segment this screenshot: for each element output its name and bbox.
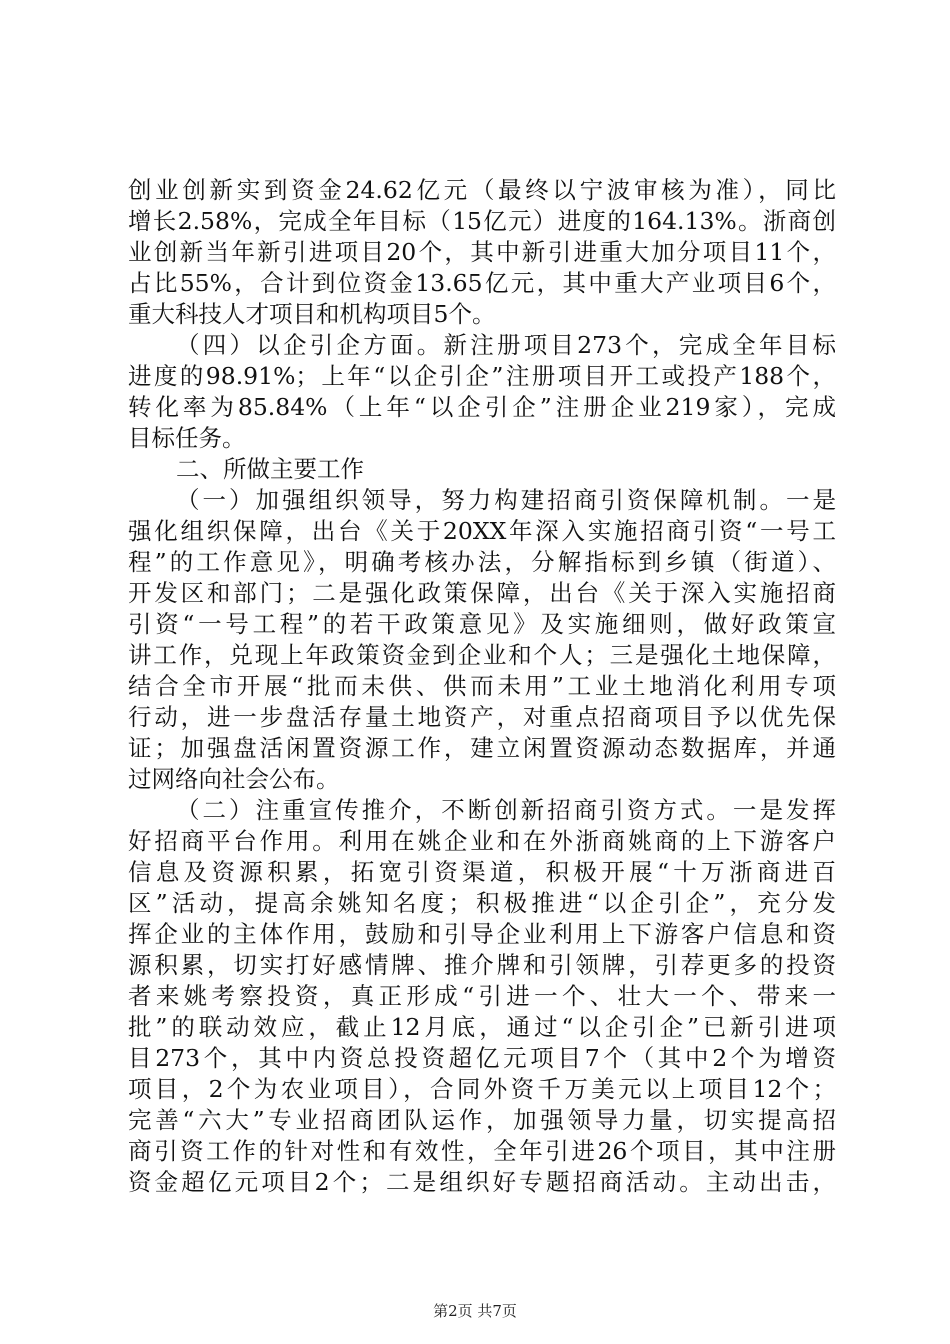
text-line: 业创新当年新引进项目20个，其中新引进重大加分项目11个， [128, 238, 836, 266]
document-body [128, 175, 836, 1198]
text-line: 占比55%，合计到位资金13.65亿元，其中重大产业项目6个， [128, 269, 836, 297]
text-line: 目标任务。 [128, 424, 246, 452]
text-line: 二、所做主要工作 [176, 455, 364, 483]
text-line: （一）加强组织领导，努力构建招商引资保障机制。一是 [176, 486, 836, 514]
text-line: 区”活动，提高余姚知名度；积极推进“以企引企”，充分发 [128, 889, 836, 917]
text-line: 批”的联动效应，截止12月底，通过“以企引企”已新引进项 [128, 1013, 836, 1041]
text-line: 讲工作，兑现上年政策资金到企业和个人；三是强化土地保障， [128, 641, 836, 669]
text-line: 挥企业的主体作用，鼓励和引导企业利用上下游客户信息和资 [128, 920, 836, 948]
text-line: 创业创新实到资金24.62亿元（最终以宁波审核为准），同比 [128, 176, 836, 204]
page-footer: 第2页 共7页 [433, 1302, 517, 1320]
text-line: 行动，进一步盘活存量土地资产，对重点招商项目予以优先保 [128, 703, 836, 731]
text-line: 进度的98.91%；上年“以企引企”注册项目开工或投产188个， [128, 362, 836, 390]
text-line: （二）注重宣传推介，不断创新招商引资方式。一是发挥 [176, 796, 836, 824]
text-line: 源积累，切实打好感情牌、推介牌和引领牌，引荐更多的投资 [128, 951, 836, 979]
text-line: 开发区和部门；二是强化政策保障，出台《关于深入实施招商 [128, 579, 836, 607]
text-line: 重大科技人才项目和机构项目5个。 [128, 300, 496, 328]
text-line: 引资“一号工程”的若干政策意见》及实施细则，做好政策宣 [128, 610, 836, 638]
text-line: 好招商平台作用。利用在姚企业和在外浙商姚商的上下游客户 [128, 827, 836, 855]
text-line: 者来姚考察投资，真正形成“引进一个、壮大一个、带来一 [128, 982, 836, 1010]
text-line: （四）以企引企方面。新注册项目273个，完成全年目标 [176, 331, 836, 359]
text-line: 资金超亿元项目2个；二是组织好专题招商活动。主动出击， [128, 1168, 836, 1196]
text-line: 目273个，其中内资总投资超亿元项目7个（其中2个为增资 [128, 1044, 836, 1072]
text-line: 程”的工作意见》，明确考核办法，分解指标到乡镇（街道）、 [128, 548, 836, 576]
text-line: 增长2.58%，完成全年目标（15亿元）进度的164.13%。浙商创 [128, 207, 836, 235]
text-line: 过网络向社会公布。 [128, 765, 340, 793]
text-line: 完善“六大”专业招商团队运作，加强领导力量，切实提高招 [128, 1106, 836, 1134]
text-line: 结合全市开展“批而未供、供而未用”工业土地消化利用专项 [128, 672, 836, 700]
text-line: 商引资工作的针对性和有效性，全年引进26个项目，其中注册 [128, 1137, 836, 1165]
text-line: 强化组织保障，出台《关于20XX年深入实施招商引资“一号工 [128, 517, 836, 545]
text-line: 项目，2个为农业项目），合同外资千万美元以上项目12个； [128, 1075, 836, 1103]
text-line: 信息及资源积累，拓宽引资渠道，积极开展“十万浙商进百 [128, 858, 836, 886]
text-line: 转化率为85.84%（上年“以企引企”注册企业219家），完成 [128, 393, 836, 421]
text-line: 证；加强盘活闲置资源工作，建立闲置资源动态数据库，并通 [128, 734, 836, 762]
